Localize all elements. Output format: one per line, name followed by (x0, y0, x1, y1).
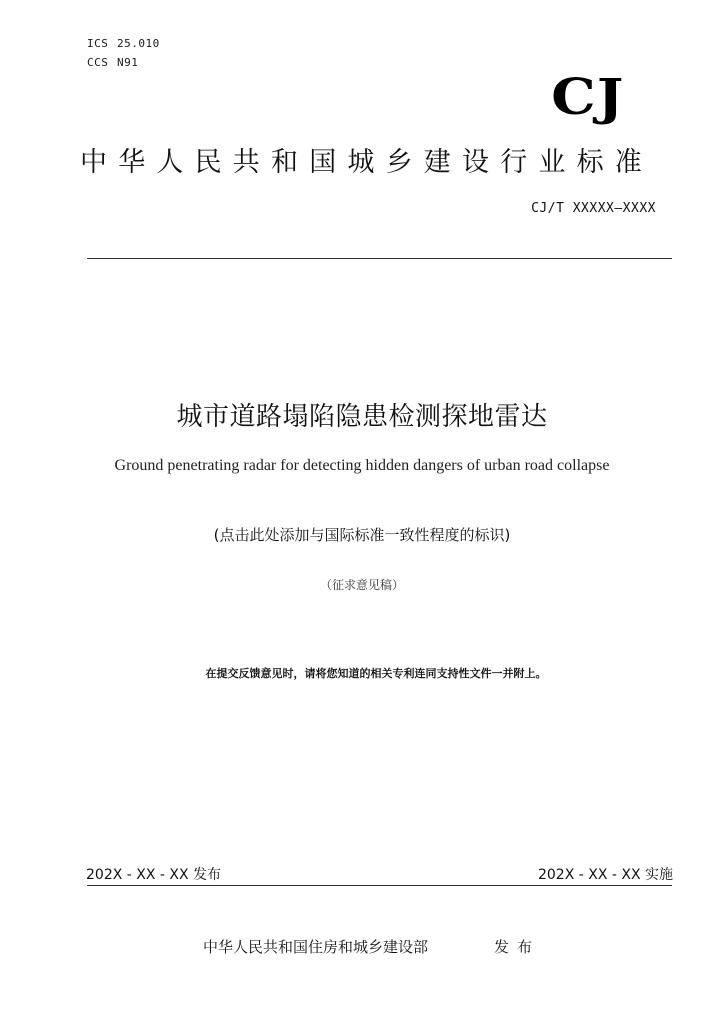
title-chinese: 城市道路塌陷隐患检测探地雷达 (176, 402, 548, 432)
consistency-placeholder[interactable]: (点击此处添加与国际标准一致性程度的标识) (213, 526, 511, 544)
implementation-date: 202X - XX - XX 实施 (537, 867, 673, 883)
standard-type-heading: 中华人民共和国城乡建设行业标准 (80, 147, 653, 178)
top-divider (87, 258, 672, 259)
publish-label: 发布 (494, 938, 541, 956)
bottom-divider (87, 885, 672, 886)
draft-status: （征求意见稿） (319, 578, 404, 592)
ics-code (87, 37, 160, 50)
ccs-value: N91 (117, 56, 139, 69)
ccs-label: CCS (87, 56, 109, 69)
standard-number: CJ/T XXXXX—XXXX (531, 201, 656, 216)
title-english: Ground penetrating radar for detecting hidden dangers of urban road collapse (114, 457, 610, 474)
publisher-name: 中华人民共和国住房和城乡建设部 (203, 938, 429, 956)
ccs-code (87, 56, 138, 69)
patent-notice: 在提交反馈意见时，请将您知道的相关专利连同支持性文件一并附上。 (205, 667, 547, 680)
ics-label: ICS (87, 37, 109, 50)
issue-date: 202X - XX - XX 发布 (86, 867, 222, 883)
ics-value: 25.010 (117, 37, 160, 50)
cj-logo: CJ (550, 67, 624, 126)
